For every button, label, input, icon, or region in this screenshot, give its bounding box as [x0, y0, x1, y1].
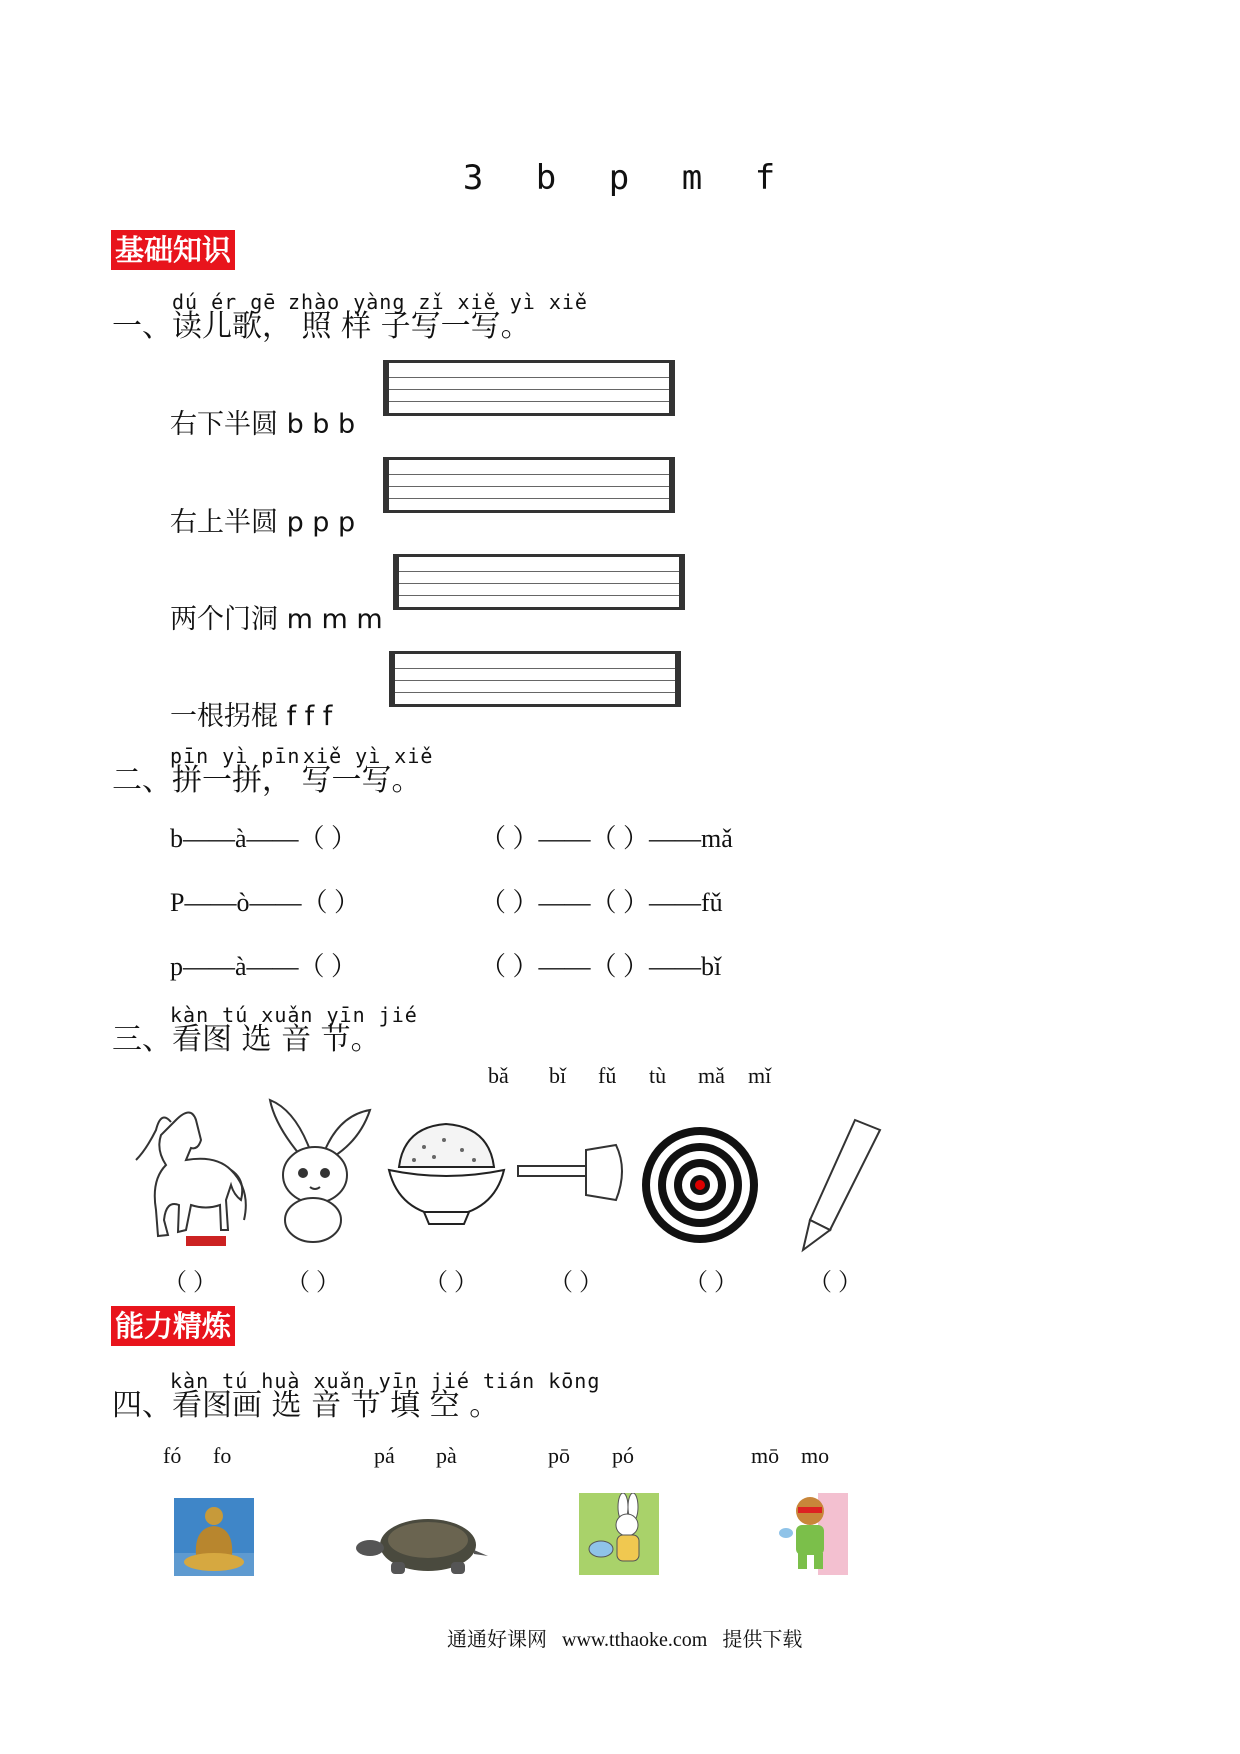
- q3-option-ma: mǎ: [698, 1063, 725, 1088]
- q4-group4-b: mo: [801, 1443, 830, 1468]
- q4-group1-a: fó: [163, 1443, 182, 1468]
- q4-group3-b: pó: [612, 1443, 634, 1468]
- buddha-picture: [174, 1498, 254, 1576]
- q3-option-tu: tù: [649, 1063, 667, 1088]
- rhyme-b: 右下半圆 b b b: [170, 409, 356, 440]
- q2-pinyin-a: pīn yì pīn: [170, 744, 301, 768]
- q4-heading: 四、看图画 选 音 节 填 空 。: [112, 1388, 500, 1423]
- rhyme-m: 两个门洞 m m m: [170, 604, 383, 635]
- title-letter-b: b: [535, 158, 559, 198]
- writing-box-b[interactable]: [383, 360, 675, 416]
- q3-blank-3[interactable]: （ ）: [424, 1270, 478, 1296]
- target-picture: [640, 1125, 760, 1245]
- rhyme-p: 右上半圆 p p p: [170, 507, 356, 538]
- footer-download: 提供下载: [722, 1629, 803, 1651]
- page-title: [0, 158, 1240, 198]
- q4-group1-b: fo: [213, 1443, 232, 1468]
- turtle-picture: [356, 1510, 491, 1580]
- title-letter-m: m: [681, 158, 705, 198]
- footer: [447, 1623, 802, 1652]
- q3-option-fu: fǔ: [598, 1063, 617, 1088]
- q4-group2-b: pà: [436, 1443, 457, 1468]
- rabbit-picture: [255, 1095, 375, 1245]
- footer-site-name: 通通好课网: [447, 1629, 547, 1651]
- title-letter-f: f: [754, 158, 778, 198]
- q2-pinyin-b: xiě yì xiě: [303, 744, 434, 768]
- q3-blank-1[interactable]: （ ）: [163, 1270, 217, 1296]
- section-tag-ability: 能力精炼: [111, 1306, 235, 1346]
- q2-row1-left: b——à——（ ）: [170, 824, 358, 853]
- q2-row1-right: （ ）——（ ）——mǎ: [480, 824, 733, 853]
- q3-blank-2[interactable]: （ ）: [286, 1270, 340, 1296]
- q1-pinyin-a: dú ér gē: [172, 290, 277, 314]
- q1-pinyin-b: zhào yàng zǐ xiě yì xiě: [288, 290, 588, 314]
- q2-row2-right: （ ）——（ ）——fǔ: [480, 888, 723, 917]
- q2-heading: 二、拼一拼， 写一写。: [112, 763, 422, 798]
- q3-option-bi: bǐ: [549, 1063, 567, 1088]
- q3-blank-5[interactable]: （ ）: [684, 1270, 738, 1296]
- q3-pinyin: kàn tú xuǎn yīn jié: [170, 1003, 418, 1027]
- q3-option-mi: mǐ: [748, 1063, 772, 1088]
- q3-option-ba: bǎ: [488, 1063, 509, 1088]
- rice-bowl-picture: [384, 1112, 509, 1232]
- q3-blank-4[interactable]: （ ）: [549, 1270, 603, 1296]
- bear-picture: [778, 1493, 848, 1575]
- rhyme-f: 一根拐棍 f f f: [170, 701, 333, 732]
- pencil-picture: [795, 1115, 885, 1255]
- writing-box-m[interactable]: [393, 554, 685, 610]
- rabbit-watering-picture: [579, 1493, 659, 1575]
- horse-picture: [116, 1100, 251, 1250]
- q4-group3-a: pō: [548, 1443, 570, 1468]
- q2-row3-right: （ ）——（ ）——bǐ: [480, 952, 722, 981]
- writing-box-p[interactable]: [383, 457, 675, 513]
- footer-url[interactable]: www.tthaoke.com: [562, 1629, 708, 1651]
- writing-box-f[interactable]: [389, 651, 681, 707]
- section-tag-basic: 基础知识: [111, 230, 235, 270]
- q4-group4-a: mō: [751, 1443, 780, 1468]
- q3-blank-6[interactable]: （ ）: [808, 1270, 862, 1296]
- q1-heading: 一、读儿歌， 照 样 子写一写。: [112, 309, 531, 344]
- title-number: 3: [462, 158, 486, 198]
- q3-heading: 三、看图 选 音 节。: [112, 1022, 381, 1057]
- q4-pinyin: kàn tú huà xuǎn yīn jié tián kōng: [170, 1369, 601, 1393]
- axe-picture: [516, 1140, 636, 1210]
- title-letter-p: p: [608, 158, 632, 198]
- q2-row3-left: p——à——（ ）: [170, 952, 358, 981]
- q4-group2-a: pá: [374, 1443, 395, 1468]
- q2-row2-left: P——ò——（ ）: [170, 888, 360, 917]
